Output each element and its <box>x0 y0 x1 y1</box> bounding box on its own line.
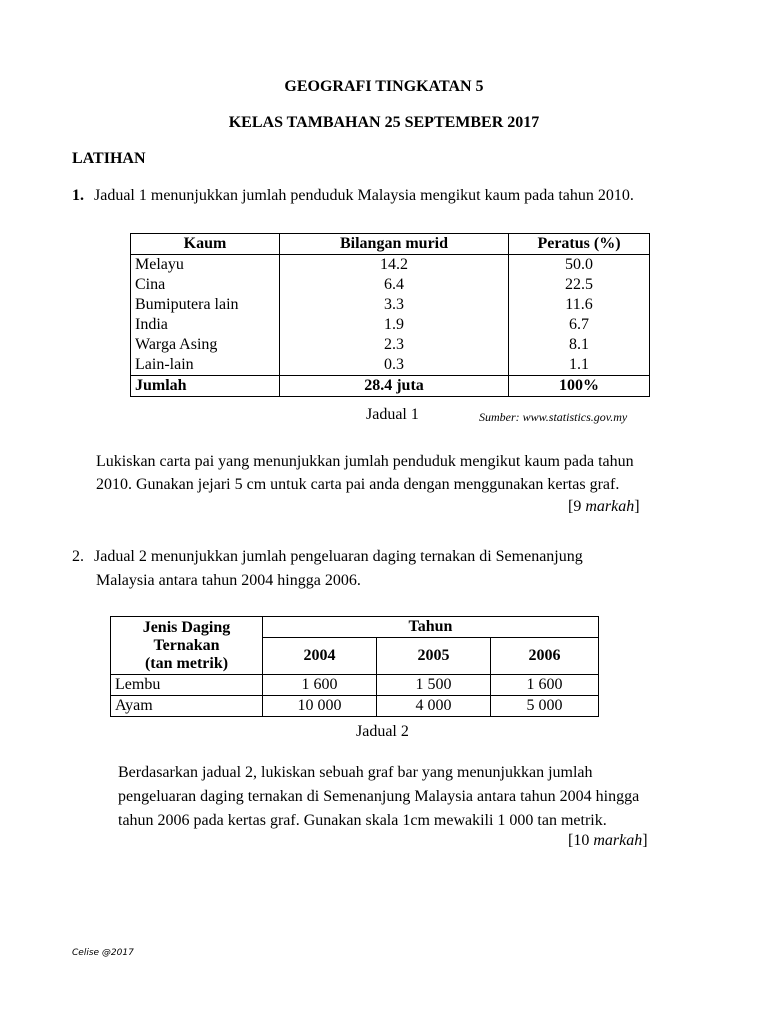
table-cell: 1 600 <box>263 675 377 696</box>
marks-prefix: [9 <box>568 498 586 515</box>
table-1-header-row <box>131 234 650 255</box>
page-footer: Celise @2017 <box>72 948 134 958</box>
table-1-header-bilangan: Bilangan murid <box>280 234 509 255</box>
table-cell: 1.9 <box>280 315 509 335</box>
question-2-instruction-line-2: pengeluaran daging ternakan di Semenanjung Malaysia antara tahun 2004 hingga <box>118 788 640 805</box>
table-cell: 6.4 <box>280 275 509 295</box>
table-cell: 14.2 <box>280 255 509 276</box>
table-cell: Lembu <box>111 675 263 696</box>
question-2-number: 2. <box>72 548 84 565</box>
document-subtitle: KELAS TAMBAHAN 25 SEPTEMBER 2017 <box>228 114 540 131</box>
table-cell: 8.1 <box>509 335 650 355</box>
table-cell: 22.5 <box>509 275 650 295</box>
table-cell: 1 500 <box>377 675 491 696</box>
marks-word: markah <box>593 832 643 849</box>
question-2-text-line-1: Jadual 2 menunjukkan jumlah pengeluaran daging ternakan di Semenanjung <box>94 548 583 565</box>
table-2-header-year: 2005 <box>377 638 491 675</box>
table-2-header-jenis <box>111 617 263 675</box>
table-row <box>131 315 650 335</box>
table-cell: Bumiputera lain <box>131 295 280 315</box>
table-cell: 3.3 <box>280 295 509 315</box>
question-1-text: Jadual 1 menunjukkan jumlah penduduk Malaysia mengikut kaum pada tahun 2010. <box>94 187 634 204</box>
question-1-instruction-line-2: 2010. Gunakan jejari 5 cm untuk carta pai anda dengan menggunakan kertas graf. <box>96 476 620 493</box>
table-cell: 0.3 <box>280 355 509 376</box>
marks-suffix: ] <box>642 832 648 849</box>
table-row <box>111 675 599 696</box>
question-2-instruction-line-3: tahun 2006 pada kertas graf. Gunakan skala 1cm mewakili 1 000 tan metrik. <box>118 812 607 829</box>
question-2-marks <box>568 832 648 850</box>
question-2-intro-line-2: Malaysia antara tahun 2004 hingga 2006. <box>96 572 361 589</box>
question-1-marks <box>568 498 640 516</box>
table-cell: 1 600 <box>491 675 599 696</box>
table-row <box>131 255 650 276</box>
table-2-header-jenis-line-2: Ternakan <box>153 636 220 654</box>
document-title: GEOGRAFI TINGKATAN 5 <box>284 78 484 95</box>
table-cell: India <box>131 315 280 335</box>
table-row <box>131 295 650 315</box>
question-2-intro-line-1 <box>72 545 583 569</box>
section-heading: LATIHAN <box>72 150 146 167</box>
table-cell: Cina <box>131 275 280 295</box>
table-1-source: Sumber: www.statistics.gov.my <box>479 410 628 424</box>
table-1-caption: Jadual 1 <box>366 406 419 423</box>
table-2-caption: Jadual 2 <box>356 723 409 740</box>
table-2-header-year: 2004 <box>263 638 377 675</box>
table-2-header-row-1 <box>111 617 599 638</box>
table-cell: 100% <box>509 376 650 397</box>
question-2-instruction-line-1: Berdasarkan jadual 2, lukiskan sebuah graf bar yang menunjukkan jumlah <box>118 764 593 781</box>
table-cell: 1.1 <box>509 355 650 376</box>
table-row <box>131 355 650 376</box>
question-1-instruction-line-1: Lukiskan carta pai yang menunjukkan jumlah penduduk mengikut kaum pada tahun <box>96 453 634 470</box>
table-row <box>111 696 599 717</box>
table-cell: 28.4 juta <box>280 376 509 397</box>
table-2-header-jenis-line-1: Jenis Daging <box>142 618 231 636</box>
table-cell: Jumlah <box>131 376 280 397</box>
marks-prefix: [10 <box>568 832 594 849</box>
table-cell: 5 000 <box>491 696 599 717</box>
table-1-total-row <box>131 376 650 397</box>
table-2-header-year: 2006 <box>491 638 599 675</box>
table-cell: Lain-lain <box>131 355 280 376</box>
marks-suffix: ] <box>634 498 640 515</box>
table-cell: Ayam <box>111 696 263 717</box>
table-row <box>131 275 650 295</box>
question-1-intro <box>72 184 634 208</box>
table-cell: 50.0 <box>509 255 650 276</box>
table-cell: 11.6 <box>509 295 650 315</box>
table-2 <box>110 616 599 717</box>
table-cell: 2.3 <box>280 335 509 355</box>
table-row <box>131 335 650 355</box>
table-1-header-peratus: Peratus (%) <box>509 234 650 255</box>
table-cell: 10 000 <box>263 696 377 717</box>
question-1-number: 1. <box>72 187 84 204</box>
table-cell: Warga Asing <box>131 335 280 355</box>
table-2-header-jenis-line-3: (tan metrik) <box>144 654 229 672</box>
table-1 <box>130 233 650 397</box>
table-cell: 6.7 <box>509 315 650 335</box>
table-cell: Melayu <box>131 255 280 276</box>
table-2-header-tahun: Tahun <box>263 617 599 638</box>
table-cell: 4 000 <box>377 696 491 717</box>
table-1-header-kaum: Kaum <box>131 234 280 255</box>
marks-word: markah <box>585 498 635 515</box>
